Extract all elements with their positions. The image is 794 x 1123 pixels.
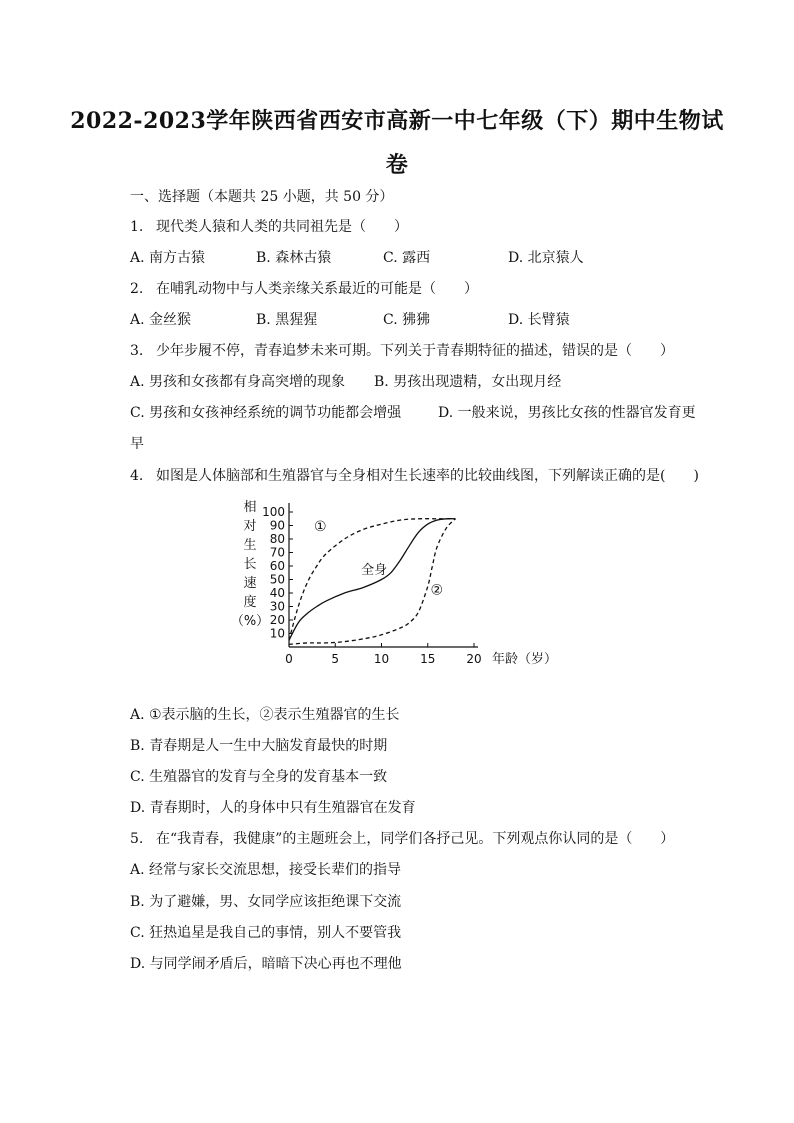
y-axis-label-char: （%） xyxy=(230,614,270,629)
growth-rate-chart xyxy=(230,495,590,680)
x-tick-label: 5 xyxy=(331,652,340,666)
option-3d[interactable]: D. 一般来说，男孩比女孩的性器官发育更 xyxy=(438,405,696,421)
question-number: 5. xyxy=(130,831,144,847)
series-whole-body-line xyxy=(289,519,456,641)
series-1-marker: ① xyxy=(313,518,327,535)
option-4b[interactable]: B. 青春期是人一生中大脑发育最快的时期 xyxy=(130,738,388,754)
question-number: 3. xyxy=(130,343,144,359)
option-4c[interactable]: C. 生殖器官的发育与全身的发育基本一致 xyxy=(130,769,388,785)
y-axis-label-char: 度 xyxy=(243,595,257,610)
exam-title-line-2: 卷 xyxy=(385,152,409,178)
option-1b[interactable]: B. 森林古猿 xyxy=(256,250,332,266)
option-3a[interactable]: A. 男孩和女孩都有身高突增的现象 xyxy=(130,374,346,390)
section-heading: 一、选择题（本题共 25 小题，共 50 分） xyxy=(130,189,394,205)
chart-annotations xyxy=(314,519,443,598)
question-stem: 少年步履不停，青春追梦未来可期。下列关于青春期特征的描述，错误的是（ ） xyxy=(156,343,674,359)
question-2 xyxy=(130,280,478,298)
exam-title-line-1: 2022-2023学年陕西省西安市高新一中七年级（下）期中生物试 xyxy=(70,108,724,134)
option-3c[interactable]: C. 男孩和女孩神经系统的调节功能都会增强 xyxy=(130,405,402,421)
whole-body-label: 全身 xyxy=(361,563,388,579)
option-3d-continued: 早 xyxy=(130,436,144,452)
option-1c[interactable]: C. 露西 xyxy=(383,250,431,266)
option-5a[interactable]: A. 经常与家长交流思想，接受长辈们的指导 xyxy=(130,862,402,878)
x-tick-label: 10 xyxy=(373,652,390,666)
option-2d[interactable]: D. 长臂猿 xyxy=(508,312,570,328)
option-2b[interactable]: B. 黑猩猩 xyxy=(256,312,318,328)
question-stem: 如图是人体脑部和生殖器官与全身相对生长速率的比较曲线图，下列解读正确的是( ) xyxy=(156,468,699,484)
y-tick-label: 70 xyxy=(269,545,285,560)
option-1a[interactable]: A. 南方古猿 xyxy=(130,250,206,266)
question-5 xyxy=(130,830,674,848)
question-number: 4. xyxy=(130,468,144,484)
y-tick-label: 80 xyxy=(269,532,285,546)
series-brain-line xyxy=(289,519,456,641)
option-2c[interactable]: C. 狒狒 xyxy=(383,312,431,328)
option-5d[interactable]: D. 与同学闹矛盾后，暗暗下决心再也不理他 xyxy=(130,956,402,972)
y-axis-label-char: 速 xyxy=(243,576,257,591)
question-1 xyxy=(130,218,408,236)
question-3 xyxy=(130,342,674,360)
question-stem: 现代类人猿和人类的共同祖先是（ ） xyxy=(156,219,408,235)
question-number: 2. xyxy=(130,281,144,297)
y-tick-label: 10 xyxy=(269,626,285,641)
option-5c[interactable]: C. 狂热追星是我自己的事情，别人不要管我 xyxy=(130,925,402,941)
y-axis-label-char: 生 xyxy=(243,538,257,553)
y-tick-label: 90 xyxy=(269,518,285,533)
question-number: 1. xyxy=(130,219,144,235)
option-3b[interactable]: B. 男孩出现遗精，女出现月经 xyxy=(374,374,562,390)
option-5b[interactable]: B. 为了避嫌，男、女同学应该拒绝课下交流 xyxy=(130,894,402,910)
option-2a[interactable]: A. 金丝猴 xyxy=(130,312,192,328)
y-tick-label: 30 xyxy=(269,599,285,614)
y-tick-label: 40 xyxy=(269,586,285,600)
question-4 xyxy=(130,467,699,485)
y-axis-label-char: 相 xyxy=(243,500,257,515)
option-1d[interactable]: D. 北京猿人 xyxy=(508,250,584,266)
y-axis-label-char: 长 xyxy=(243,557,257,572)
option-4d[interactable]: D. 青春期时，人的身体中只有生殖器官在发育 xyxy=(130,800,416,816)
y-tick-label: 60 xyxy=(269,559,285,573)
y-tick-label: 100 xyxy=(262,505,285,519)
x-tick-label: 15 xyxy=(420,652,436,666)
axis-ticks xyxy=(262,505,482,666)
series-2-marker: ② xyxy=(430,582,444,599)
option-4a[interactable]: A. ①表示脑的生长，②表示生殖器官的生长 xyxy=(130,707,400,723)
y-tick-label: 50 xyxy=(269,572,285,587)
x-tick-label: 20 xyxy=(466,652,482,666)
question-stem: 在“我青春，我健康”的主题班会上，同学们各抒己见。下列观点你认同的是（ ） xyxy=(156,831,675,847)
y-tick-label: 20 xyxy=(269,613,285,627)
y-axis-label-char: 对 xyxy=(243,519,257,534)
x-axis-label: 年龄（岁） xyxy=(492,652,558,667)
question-stem: 在哺乳动物中与人类亲缘关系最近的可能是（ ） xyxy=(156,281,478,297)
x-tick-label: 0 xyxy=(285,652,293,666)
